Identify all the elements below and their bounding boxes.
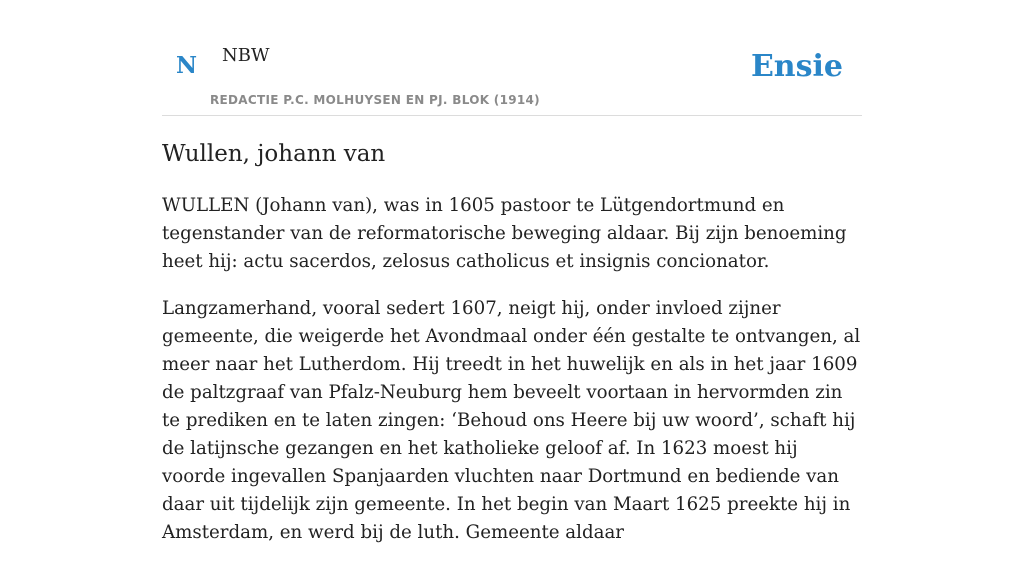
brand-logo[interactable]: Ensie: [750, 49, 843, 84]
page: [162, 0, 862, 543]
article-body: [162, 192, 862, 566]
source-logo[interactable]: N: [176, 52, 198, 79]
article-paragraph: WULLEN (Johann van), was in 1605 pastoor te Lütgendortmund en tegenstander van de reformatorische beweging aldaar. Bij zijn benoeming heet hij: actu sacerdos, zelosus catholicus et insignis concionator.: [162, 195, 847, 272]
page-title: Wullen, johann van: [162, 141, 386, 167]
header: [162, 0, 862, 116]
article-paragraph: Langzamerhand, vooral sedert 1607, neigt hij, onder invloed zijner gemeente, die weigerde het Avondmaal onder één gestalte te ontvangen, al meer naar het Lutherdom. Hij treedt in het huwelijk en als in het jaar 1609 de paltzgraaf van Pfalz-Neuburg hem beveelt voortaan in hervormden zin te prediken en te laten zingen: ‘Behoud ons Heere bij uw woord’, schaft hij de latijnsche gezangen en het katholieke geloof af. In 1623 moest hij voorde ingevallen Spanjaarden vluchten naar Dortmund en bediende van daar uit tijdelijk zijn gemeente. In het begin van Maart 1625 preekte hij in Amsterdam, en werd bij de luth. Gemeente aldaar: [162, 298, 861, 543]
source-name[interactable]: NBW: [222, 45, 270, 66]
source-editors: REDACTIE P.C. MOLHUYSEN EN PJ. BLOK (1914): [210, 93, 540, 107]
